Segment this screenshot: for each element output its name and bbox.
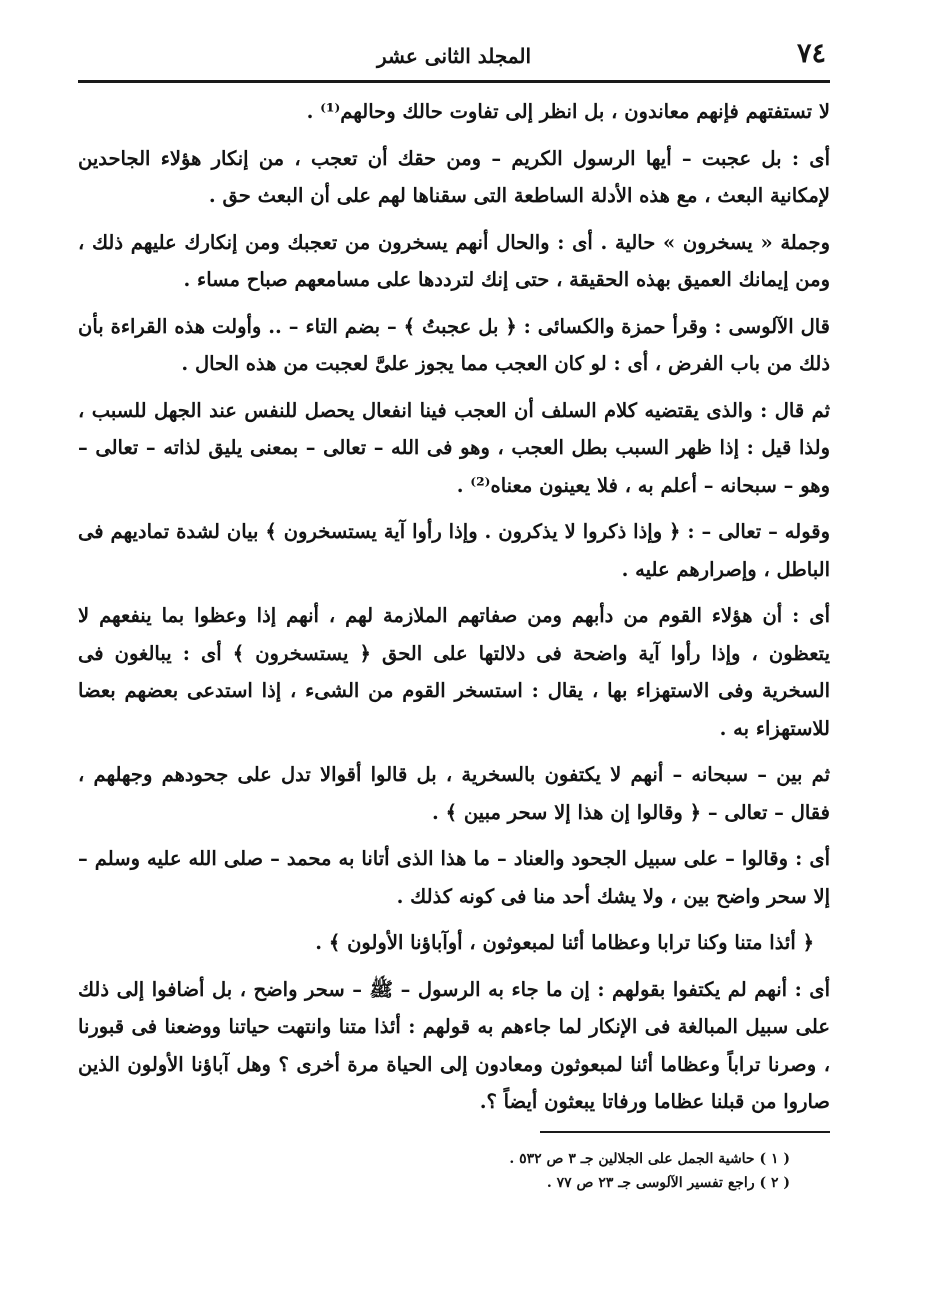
book-page	[78, 36, 830, 1276]
paragraph: وقوله – تعالى – : ﴿ وإذا ذكروا لا يذكرون . وإذا رأوا آية يستسخرون ﴾ بيان لشدة تماديهم فى الباطل ، وإصرارهم عليه .	[78, 520, 830, 581]
running-title: المجلد الثانى عشر	[377, 44, 531, 68]
page-header	[78, 36, 830, 83]
footnote: ( ١ ) حاشية الجمل على الجلالين جـ ٣ ص ٥٣٢ .	[509, 1150, 790, 1167]
page-number: ٧٤	[796, 38, 826, 69]
paragraph: قال الآلوسى : وقرأ حمزة والكسائى : ﴿ بل عجبتُ ﴾ – بضم التاء – .. وأولت هذه القراءة بأن ذلك من باب الفرض ، أى : لو كان العجب مما يجوز علىَّ لعجبت من هذه الحال .	[78, 314, 830, 375]
paragraph: أى : أن هؤلاء القوم من دأبهم ومن صفاتهم الملازمة لهم ، أنهم إذا وعظوا بما ينفعهم لا يتعظون ، وإذا رأوا آية واضحة فى دلالتها على الحق ﴿ يستسخرون ﴾ أى : يبالغون فى السخرية وفى الاستهزاء بها ، يقال : استسخر القوم من الشىء ، إذا استدعى بعضهم بعضا للاستهزاء به .	[78, 604, 830, 740]
paragraph: ثم قال : والذى يقتضيه كلام السلف أن العجب فينا انفعال يحصل للنفس عند الجهل للسبب ، ولذا قيل : إذا ظهر السبب بطل العجب ، وهو فى الله – تعالى – بمعنى يليق لذاته – تعالى – وهو – سبحانه – أعلم به ، فلا يعينون معناه⁽²⁾ .	[78, 398, 830, 497]
paragraph: أى : بل عجبت – أيها الرسول الكريم – ومن حقك أن تعجب ، من إنكار هؤلاء الجاحدين لإمكانية البعث ، مع هذه الأدلة الساطعة التى سقناها لهم على أن البعث حق .	[78, 146, 830, 207]
footnote: ( ٢ ) راجع تفسير الآلوسى جـ ٢٣ ص ٧٧ .	[546, 1174, 790, 1191]
footnotes-divider	[540, 1131, 830, 1133]
paragraph: وجملة « يسخرون » حالية . أى : والحال أنهم يسخرون من تعجبك ومن إنكارك عليهم ذلك ، ومن إيمانك العميق بهذه الحقيقة ، حتى إنك لترددها على مسامعهم صباح مساء .	[78, 230, 830, 291]
paragraph: أى : أنهم لم يكتفوا بقولهم : إن ما جاء به الرسول – ﷺ – سحر واضح ، بل أضافوا إلى ذلك على سبيل المبالغة فى الإنكار لما جاءهم به قولهم : أئذا متنا وانتهت حياتنا ووضعنا فى قبورنا ، وصرنا تراباً وعظاما أئنا لمبعوثون ومعادون إلى الحياة مرة أخرى ؟ وهل آباؤنا الأولون الذين صاروا من قبلنا عظاما ورفاتا يبعثون أيضاً ؟.	[78, 977, 830, 1113]
paragraph: أى : وقالوا – على سبيل الجحود والعناد – ما هذا الذى أتانا به محمد – صلى الله عليه وسلم – إلا سحر واضح بين ، ولا يشك أحد منا فى كونه كذلك .	[78, 847, 830, 908]
quran-verse: ﴿ أئذا متنا وكنا ترابا وعظاما أئنا لمبعوثون ، أوآباؤنا الأولون ﴾ .	[315, 931, 814, 954]
paragraph: لا تستفتهم فإنهم معاندون ، بل انظر إلى تفاوت حالك وحالهم⁽¹⁾ .	[306, 100, 830, 123]
footnotes	[78, 1147, 830, 1195]
paragraph: ثم بين – سبحانه – أنهم لا يكتفون بالسخرية ، بل قالوا أقوالا تدل على جحودهم وجهلهم ، فقال – تعالى – ﴿ وقالوا إن هذا إلا سحر مبين ﴾ .	[78, 763, 830, 824]
body-text	[78, 93, 830, 1121]
